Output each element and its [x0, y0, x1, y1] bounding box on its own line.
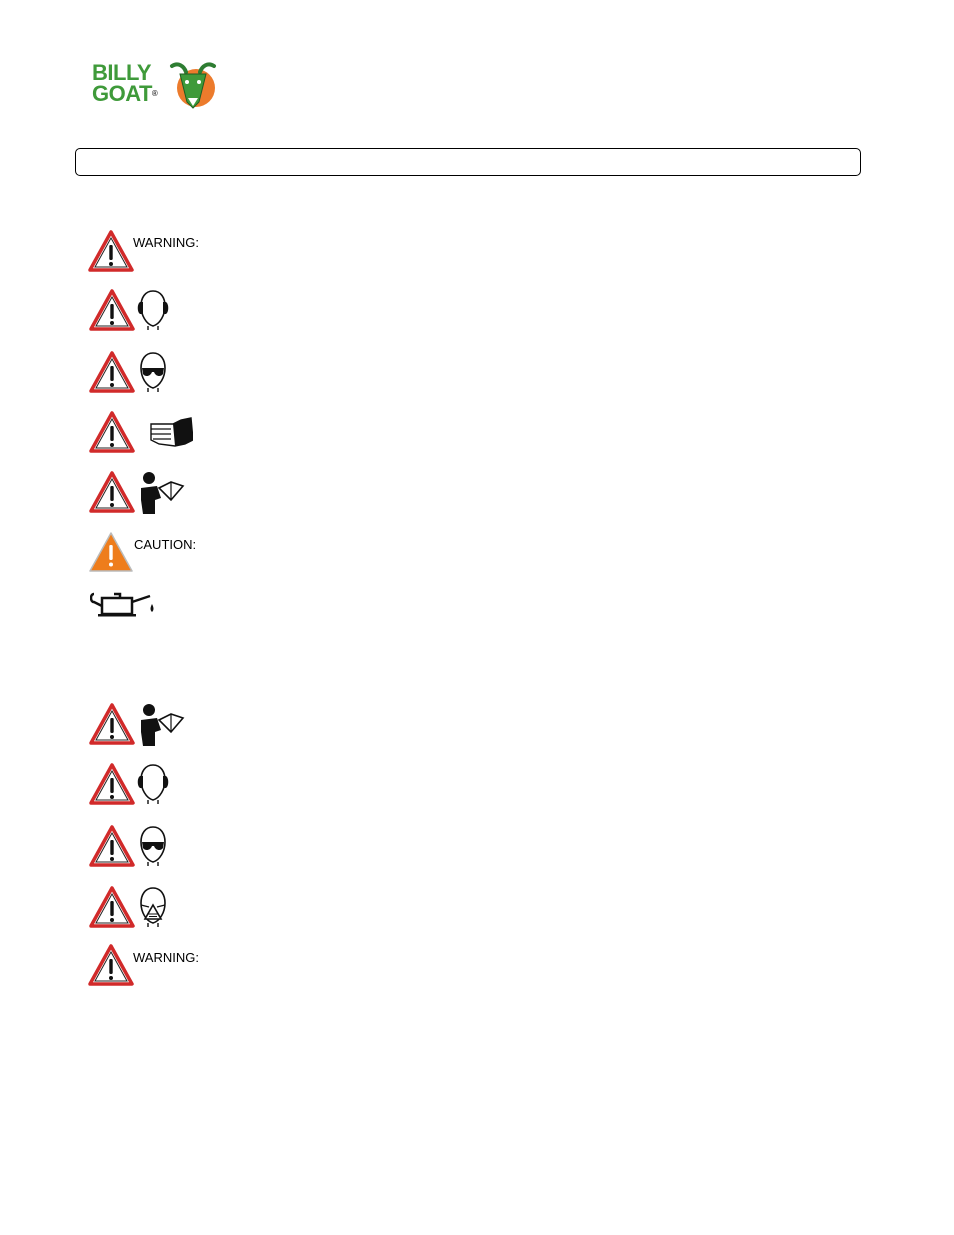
eye-protection-icon	[137, 350, 173, 394]
hearing-protection-row	[89, 288, 189, 334]
caution-label: CAUTION:	[134, 537, 197, 552]
warning-triangle-icon	[89, 470, 135, 514]
warning-symbol-row	[88, 943, 218, 989]
dust-mask-icon	[137, 885, 173, 929]
hearing-protection-icon	[137, 288, 173, 332]
read-manual-icon	[139, 470, 185, 516]
warning-triangle-icon	[89, 824, 135, 868]
warning-symbol-row	[88, 229, 218, 275]
warning-triangle-icon	[89, 762, 135, 806]
warning-triangle-icon	[89, 702, 135, 746]
warning-triangle-icon	[89, 410, 135, 454]
caution-symbol-row	[88, 530, 218, 576]
oil-can-row	[90, 588, 160, 634]
section-title-box	[75, 148, 861, 176]
read-manual-icon	[139, 702, 185, 748]
dust-mask-row	[89, 885, 189, 931]
gloves-icon	[147, 410, 193, 454]
goat-head-icon	[166, 58, 220, 112]
hearing-protection-icon	[137, 762, 173, 806]
warning-triangle-icon	[89, 885, 135, 929]
warning-triangle-icon	[88, 943, 134, 987]
logo-word-billy: BILLY	[92, 60, 152, 85]
read-manual-row	[89, 702, 199, 748]
billy-goat-logo	[92, 58, 222, 114]
eye-protection-icon	[137, 824, 173, 868]
caution-triangle-icon	[88, 530, 134, 574]
eye-protection-row	[89, 350, 189, 396]
warning-triangle-icon	[88, 229, 134, 273]
warning-label: WARNING:	[133, 235, 199, 250]
warning-triangle-icon	[89, 288, 135, 332]
eye-protection-row	[89, 824, 189, 870]
warning-triangle-icon	[89, 350, 135, 394]
oil-can-icon	[90, 588, 158, 618]
gloves-row	[89, 410, 199, 456]
hearing-protection-row	[89, 762, 189, 808]
logo-word-goat: GOAT®	[92, 81, 158, 106]
warning-label: WARNING:	[133, 950, 199, 965]
read-manual-row	[89, 470, 199, 516]
